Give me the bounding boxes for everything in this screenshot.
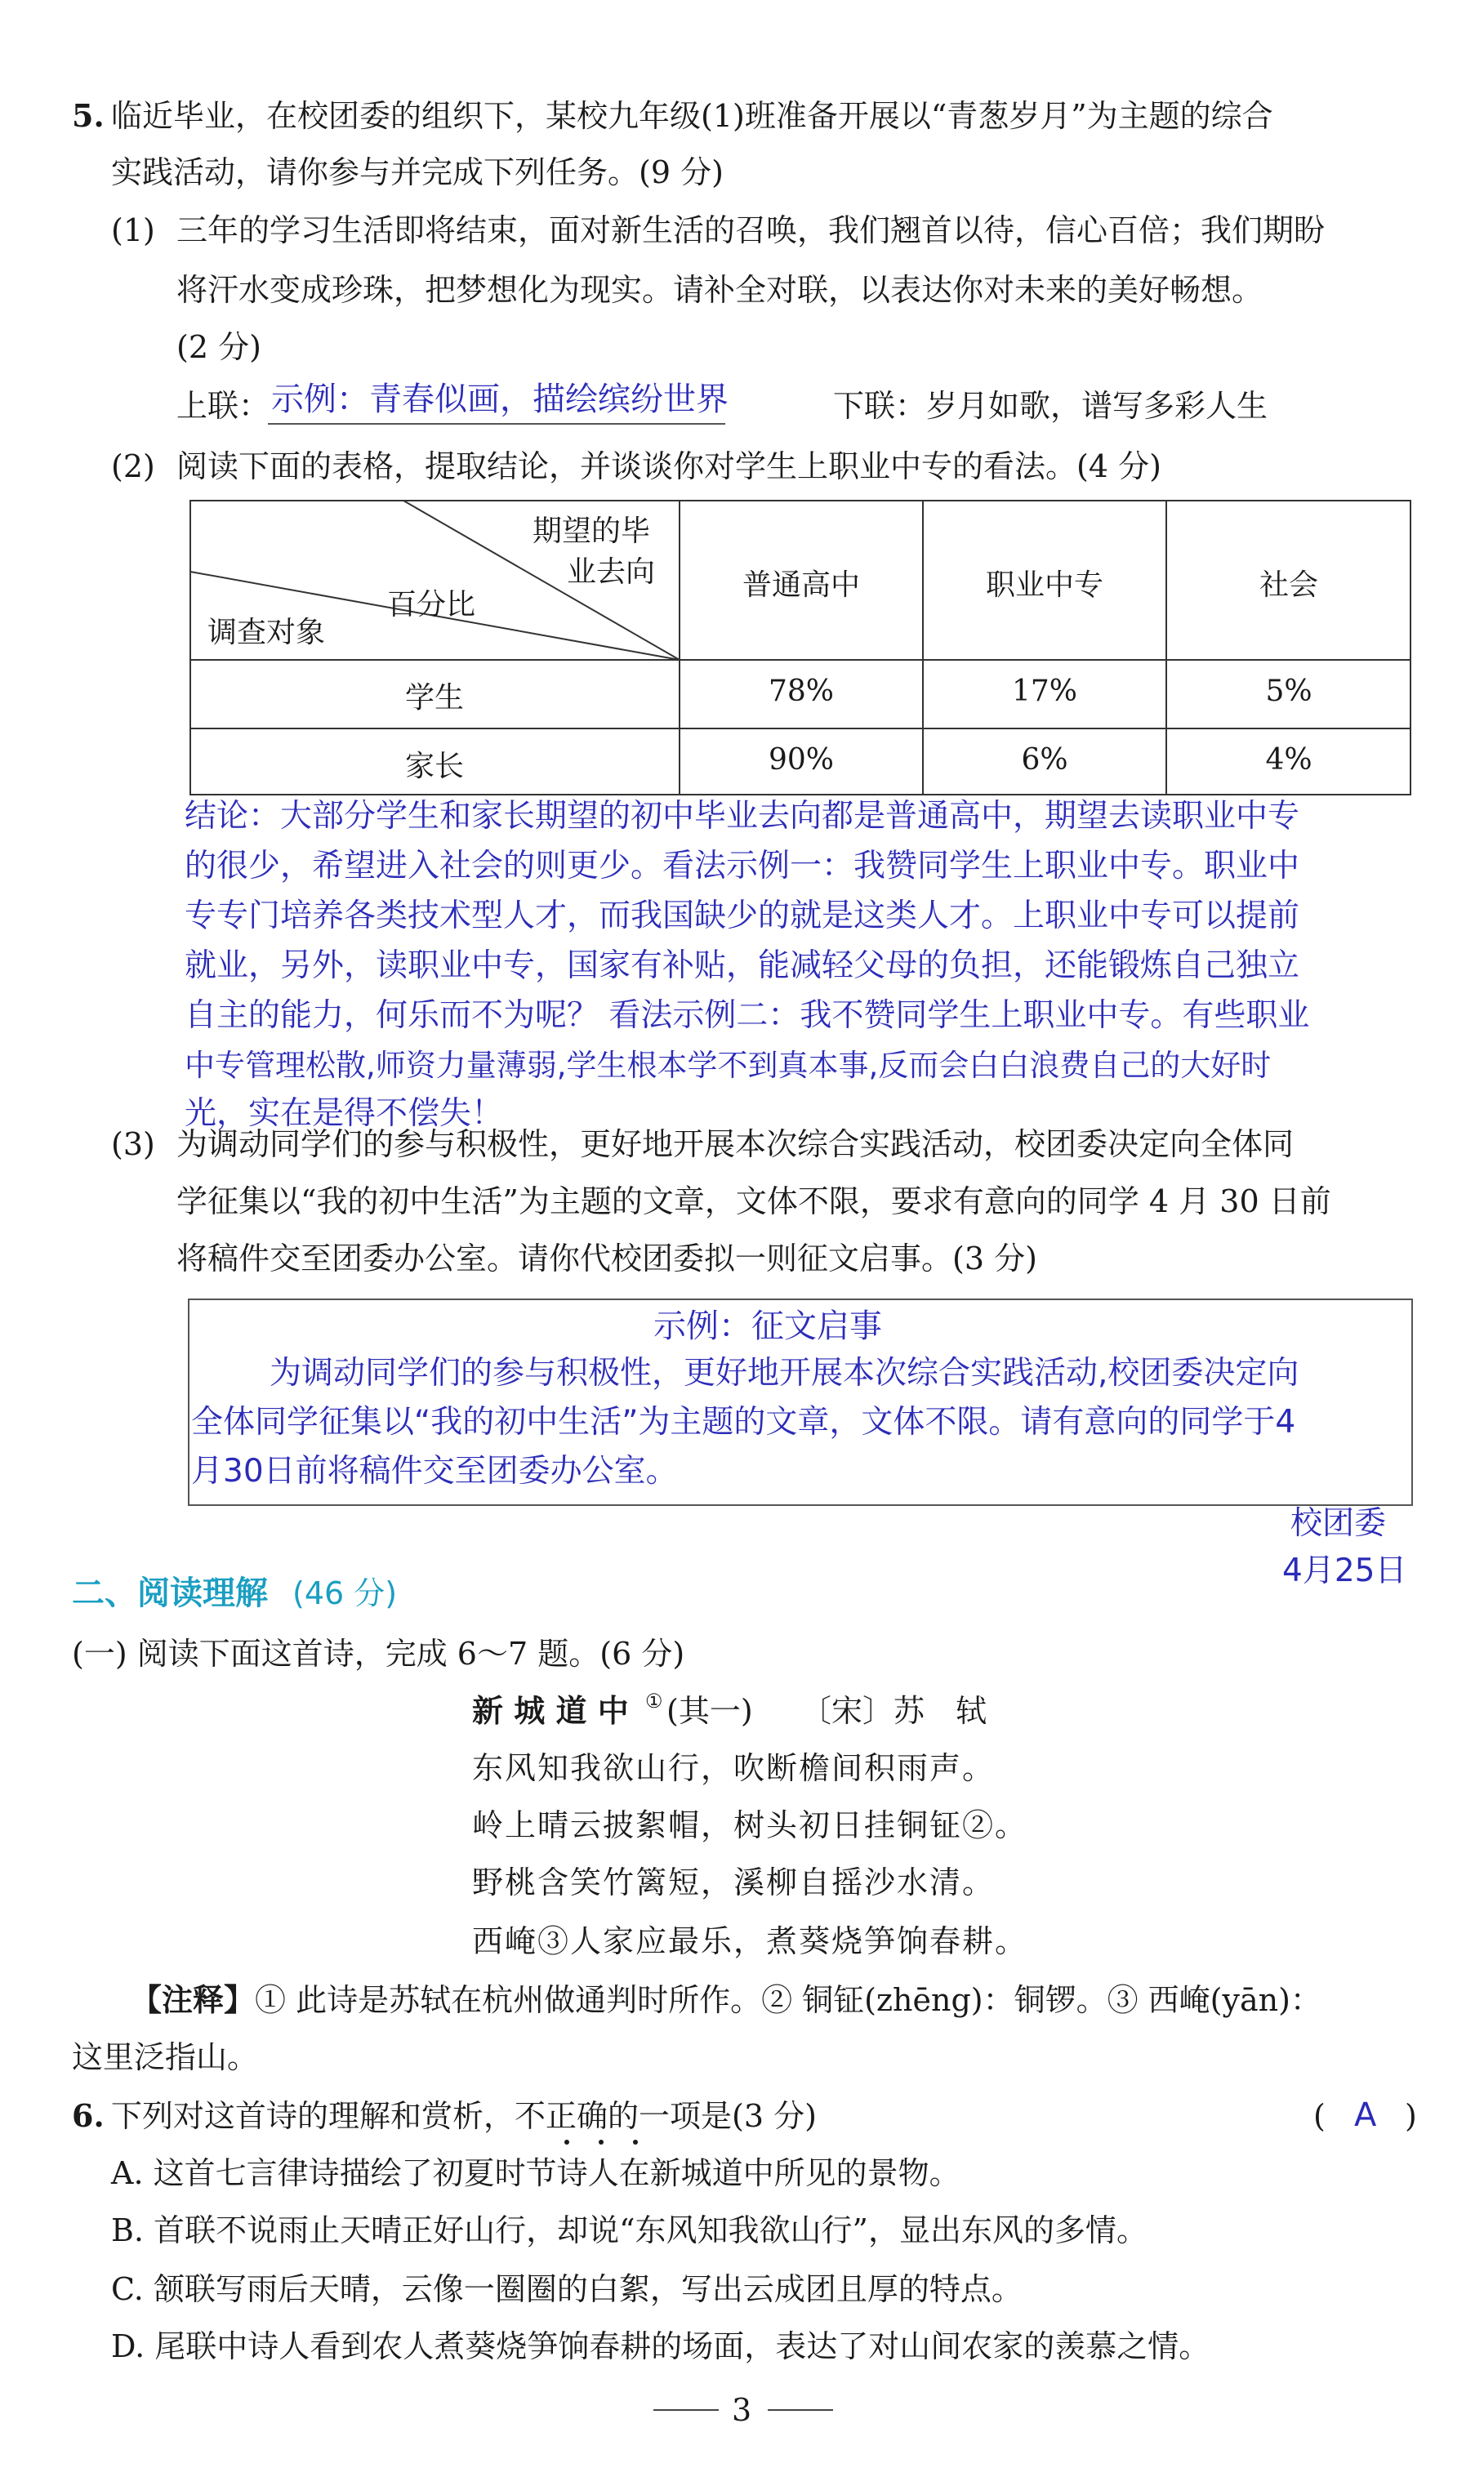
answer-line: 结论：大部分学生和家长期望的初中毕业去向都是普通高中，期望去读职业中专	[185, 798, 1300, 835]
table-cell: 6%	[1021, 743, 1068, 777]
table-cell: 78%	[768, 675, 834, 708]
emphasis-dot	[564, 2140, 569, 2145]
q5-part3-text-line2: 学征集以“我的初中生活”为主题的文章，文体不限，要求有意向的同学 4 月 30 日前	[176, 1183, 1331, 1219]
notice-date: 4月25日	[1282, 1553, 1407, 1589]
table-cell: 5%	[1265, 675, 1312, 708]
notice-line2: 全体同学征集以“我的初中生活”为主题的文章，文体不限。请有意向的同学于4	[191, 1404, 1296, 1441]
table-cell: 17%	[1011, 675, 1077, 708]
page-number: 3	[732, 2392, 752, 2428]
table-row-students-label: 学生	[404, 681, 464, 715]
notes-label: 【注释】	[131, 1981, 256, 2018]
couplet-answer-line	[268, 423, 725, 425]
notice-line1: 为调动同学们的参与积极性，更好地开展本次综合实践活动,校团委决定向	[270, 1355, 1299, 1392]
table-row-parents-label: 家长	[404, 750, 464, 783]
q6-option-c: C. 颔联写雨后天晴，云像一圈圈的白絮，写出云成团且厚的特点。	[111, 2271, 1023, 2307]
section2-title: 二、阅读理解	[72, 1575, 268, 1612]
table-header-destination-1: 期望的毕	[533, 515, 651, 548]
q6-option-a: A. 这首七言律诗描绘了初夏时节诗人在新城道中所见的景物。	[111, 2155, 960, 2191]
q5-number: 5.	[72, 97, 105, 134]
couplet-upper-answer: 示例：青春似画，描绘缤纷世界	[271, 381, 729, 418]
table-header-destination-2: 业去向	[567, 555, 656, 589]
q5-intro-line1: 临近毕业，在校团委的组织下，某校九年级(1)班准备开展以“青葱岁月”为主题的综合	[111, 98, 1273, 134]
poem-line: 岭上晴云披絮帽，树头初日挂铜钲②。	[472, 1807, 1028, 1843]
poem-line: 西崦③人家应最乐，煮葵烧笋饷春耕。	[472, 1923, 1028, 1959]
q5-part3-label: (3)	[111, 1126, 155, 1162]
q5-part1-label: (1)	[111, 212, 155, 248]
poem-line: 东风知我欲山行，吹断檐间积雨声。	[472, 1750, 996, 1786]
poem-author: 〔宋〕苏 轼	[800, 1693, 987, 1729]
q6-answer-close: )	[1405, 2098, 1417, 2134]
table-col-society: 社会	[1259, 568, 1318, 602]
answer-line: 就业，另外，读职业中专，国家有补贴，能减轻父母的负担，还能锻炼自己独立	[185, 947, 1300, 984]
q6-stem: 下列对这首诗的理解和赏析，不正确的一项是(3 分)	[111, 2098, 817, 2134]
table-col-high-school: 普通高中	[742, 568, 860, 602]
table-header-percentage: 百分比	[387, 588, 476, 621]
poem-title: 新 城 道 中	[472, 1692, 629, 1729]
q6-answer: A	[1354, 2096, 1377, 2134]
q6-option-d: D. 尾联中诗人看到农人煮葵烧笋饷春耕的场面，表达了对山间农家的羡慕之情。	[111, 2328, 1210, 2364]
answer-line: 中专管理松散,师资力量薄弱,学生根本学不到真本事,反而会白白浪费自己的大好时	[185, 1048, 1272, 1083]
footer-rule-right	[768, 2409, 833, 2411]
q5-part1-score: (2 分)	[176, 329, 261, 365]
answer-line: 光，实在是得不偿失！	[185, 1095, 504, 1132]
q5-part1-text-line1: 三年的学习生活即将结束，面对新生活的召唤，我们翘首以待，信心百倍；我们期盼	[176, 212, 1326, 248]
footer-rule-left	[653, 2409, 719, 2411]
answer-line: 专专门培养各类技术型人才，而我国缺少的就是这类人才。上职业中专可以提前	[185, 898, 1300, 934]
survey-table	[189, 500, 1411, 795]
emphasis-dot	[599, 2140, 604, 2145]
q5-intro-line2: 实践活动，请你参与并完成下列任务。(9 分)	[111, 154, 724, 190]
q6-number: 6.	[72, 2097, 105, 2134]
table-col-vocational: 职业中专	[985, 568, 1103, 602]
q5-part3-text-line3: 将稿件交至团委办公室。请你代校团委拟一则征文启事。(3 分)	[176, 1241, 1037, 1276]
couplet-upper-label: 上联：	[176, 388, 270, 424]
table-cell: 90%	[768, 743, 834, 777]
q5-part1-text-line2: 将汗水变成珍珠，把梦想化为现实。请补全对联，以表达你对未来的美好畅想。	[176, 272, 1263, 308]
q5-part2-label: (2)	[111, 448, 155, 484]
q6-answer-open: (	[1313, 2098, 1326, 2134]
section2-score: (46 分)	[292, 1575, 398, 1611]
notice-signer: 校团委	[1290, 1505, 1387, 1542]
table-cell: 4%	[1265, 743, 1312, 777]
poem-line: 野桃含笑竹篱短，溪柳自摇沙水清。	[472, 1864, 996, 1900]
q5-part3-text-line1: 为调动同学们的参与积极性，更好地开展本次综合实践活动，校团委决定向全体同	[176, 1126, 1295, 1162]
emphasis-dot	[633, 2140, 638, 2145]
couplet-lower: 下联：岁月如歌，谱写多彩人生	[833, 388, 1268, 424]
section2-sub1: (一) 阅读下面这首诗，完成 6～7 题。(6 分)	[72, 1636, 685, 1672]
q6-option-b: B. 首联不说雨止天晴正好山行，却说“东风知我欲山行”，显出东风的多情。	[111, 2212, 1148, 2248]
poem-title-note-mark: ①	[645, 1690, 663, 1713]
notice-title: 示例：征文启事	[653, 1308, 882, 1345]
notes-line1: ① 此诗是苏轼在杭州做通判时所作。② 铜钲(zhēng)：铜锣。③ 西崦(yān)：	[255, 1982, 1321, 2018]
table-header-subject: 调查对象	[207, 616, 326, 649]
q5-part2-text: 阅读下面的表格，提取结论，并谈谈你对学生上职业中专的看法。(4 分)	[176, 448, 1161, 484]
notes-line2: 这里泛指山。	[72, 2039, 259, 2075]
notice-line3: 月30日前将稿件交至团委办公室。	[191, 1453, 678, 1490]
answer-line: 自主的能力，何乐而不为呢？ 看法示例二：我不赞同学生上职业中专。有些职业	[185, 997, 1310, 1034]
answer-line: 的很少，希望进入社会的则更少。看法示例一：我赞同学生上职业中专。职业中	[185, 848, 1300, 884]
poem-subtitle: (其一)	[666, 1693, 753, 1729]
